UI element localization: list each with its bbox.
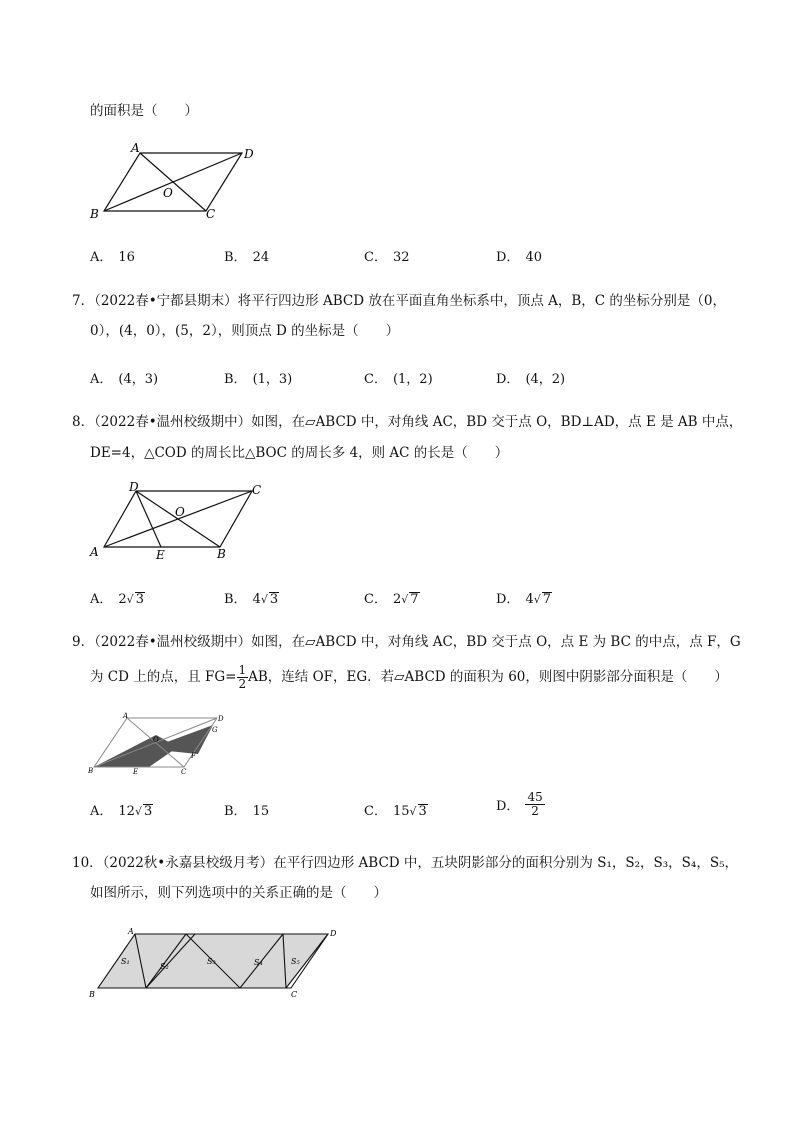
q7-option-d: D． (4，2) — [496, 372, 566, 387]
q8-text-line2: DE=4，△COD 的周长比△BOC 的周长多 4，则 AC 的长是（ ） — [90, 445, 509, 461]
q9-label-G: G — [212, 726, 218, 734]
q10-label-S4: S₄ — [254, 958, 263, 967]
q8-label-E: E — [156, 548, 165, 562]
q8-label-D: D — [129, 480, 139, 494]
q7-text-line1: 7．（2022春•宁都县期末）将平行四边形 ABCD 放在平面直角坐标系中，顶点 A，B，C 的坐标分别是（0， — [72, 293, 726, 309]
q8-option-d: D． 4√ 7 — [496, 592, 552, 607]
q9-label-C: C — [181, 768, 187, 776]
q9-label-D: D — [218, 715, 224, 723]
q6-parallelogram-figure — [84, 140, 264, 225]
q9-label-O: O — [153, 736, 159, 744]
q6-label-A: A — [131, 141, 140, 155]
q7-options — [90, 368, 710, 386]
q10-label-S5: S₅ — [291, 957, 300, 966]
q6-option-a: A． 16 — [90, 250, 135, 265]
q8-parallelogram-figure — [84, 478, 274, 564]
q9-options — [90, 790, 710, 830]
q7-option-a: A． (4，3) — [90, 372, 159, 387]
q6-label-O: O — [163, 186, 173, 200]
q9-text-line2: 为 CD 上的点，且 FG= $\frac{1}{2}$ AB，连结 OF，EG．若▱ABCD 的面积为 60，则图中阴影部分面积是（ ） — [90, 663, 728, 691]
q9-option-a: A． 12√ 3 — [90, 804, 153, 819]
q10-parallelogram-figure — [86, 924, 346, 1004]
q10-label-D: D — [330, 929, 337, 938]
q6-option-c: C． 32 — [364, 250, 410, 265]
q8-label-C: C — [252, 483, 262, 497]
q7-option-c: C． (1，2) — [364, 372, 433, 387]
q10-label-A: A — [128, 927, 134, 936]
q8-label-O: O — [175, 505, 185, 519]
q9-option-d-fraction: $\frac{45}{2}$ — [527, 790, 543, 818]
q7-text-line2: 0），(4，0），(5，2），则顶点 D 的坐标是（ ） — [90, 323, 400, 339]
q10-label-S1: S₁ — [121, 957, 130, 966]
q9-label-F: F — [191, 752, 196, 760]
q9-label-B: B — [88, 767, 94, 775]
q8-label-A: A — [90, 545, 99, 559]
q8-option-b: B． 4√ 3 — [224, 592, 279, 607]
q7-option-b: B． (1，3) — [224, 372, 293, 387]
q10-label-B: B — [89, 990, 95, 999]
q10-label-S2: S₂ — [160, 962, 169, 971]
q9-option-d: D． $\frac{45}{2}$ — [496, 790, 543, 818]
q10-label-S3: S₃ — [207, 957, 216, 966]
q8-option-a: A． 2√ 3 — [90, 592, 144, 607]
q10-text-line2: 如图所示，则下列选项中的关系正确的是（ ） — [90, 885, 387, 901]
q10-label-C: C — [291, 990, 298, 999]
q6-label-D: D — [244, 147, 254, 161]
q8-options — [90, 588, 710, 606]
q6-option-b: B． 24 — [224, 250, 270, 265]
q6-label-C: C — [206, 207, 216, 221]
q6-label-B: B — [90, 207, 99, 221]
q6-text-tail: 的面积是（ ） — [90, 103, 198, 119]
q9-option-c: C． 15√ 3 — [364, 804, 427, 819]
q8-label-B: B — [217, 547, 226, 561]
q6-options — [90, 246, 710, 264]
q9-option-b: B． 15 — [224, 804, 270, 819]
q9-parallelogram-figure — [86, 710, 236, 776]
q9-label-A: A — [123, 712, 129, 720]
q10-text-line1: 10．（2022秋•永嘉县校级月考）在平行四边形 ABCD 中，五块阴影部分的面积分别为 S₁，S₂，S₃，S₄，S₅， — [72, 855, 738, 871]
q9-label-E: E — [133, 768, 139, 776]
q8-option-c: C． 2√ 7 — [364, 592, 419, 607]
q9-fraction: $\frac{1}{2}$ — [238, 663, 247, 691]
q6-option-d: D． 40 — [496, 250, 542, 265]
q9-text-line1: 9．（2022春•温州校级期中）如图，在▱ABCD 中，对角线 AC，BD 交于点 O，点 E 为 BC 的中点，点 F，G — [72, 634, 741, 650]
q8-text-line1: 8．（2022春•温州校级期中）如图，在▱ABCD 中，对角线 AC，BD 交于点 O，BD⊥AD，点 E 是 AB 中点， — [72, 414, 743, 430]
